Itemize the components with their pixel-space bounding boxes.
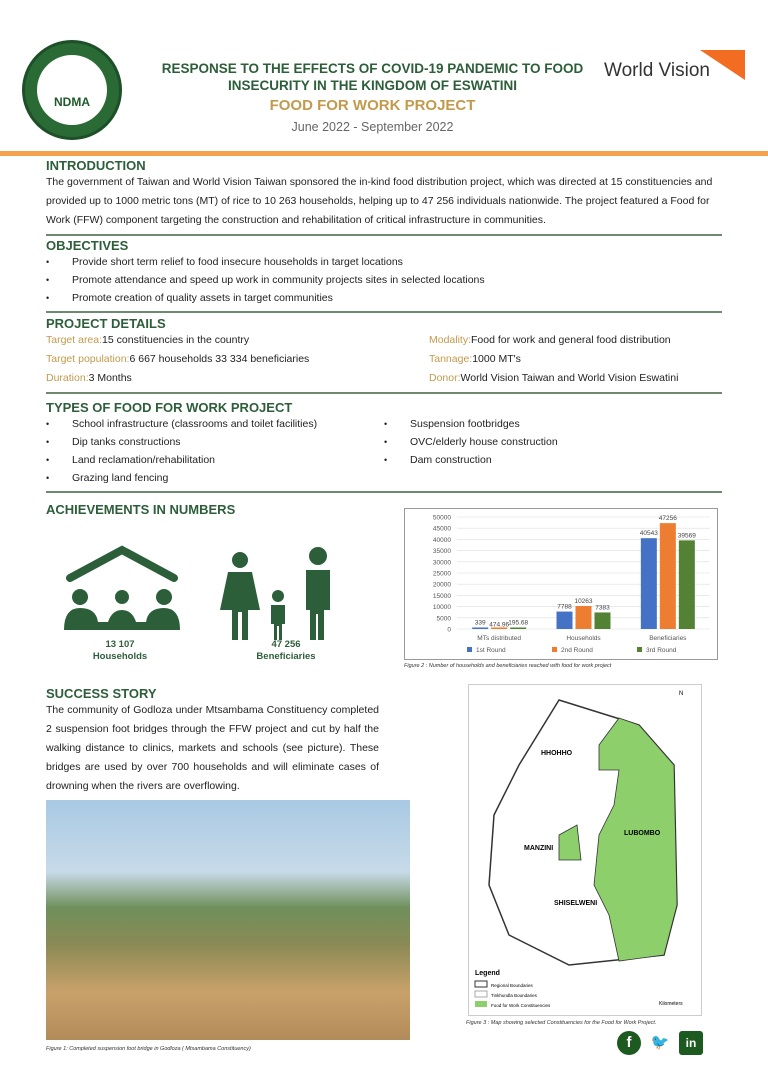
ndma-logo <box>22 40 122 140</box>
ndma-logo-text: NDMA <box>54 95 90 109</box>
project-details-heading: PROJECT DETAILS <box>46 316 166 331</box>
achievements-section <box>46 502 235 517</box>
data-label: 40543 <box>639 530 658 538</box>
y-tick-label: 50000 <box>432 514 451 522</box>
legend-label: 3rd Round <box>646 647 677 654</box>
data-label: 39569 <box>677 532 696 540</box>
region-label: MANZINI <box>524 845 554 852</box>
objective-item: • Promote creation of quality assets in target communities <box>46 289 722 307</box>
detail-label: Tannage: <box>429 353 473 365</box>
region-label: LUBOMBO <box>624 830 661 837</box>
beneficiaries-value: 47 256 <box>271 639 301 650</box>
divider <box>46 491 722 493</box>
bar <box>641 538 657 629</box>
linkedin-icon[interactable]: in <box>679 1031 703 1055</box>
type-item: • Grazing land fencing <box>46 469 384 487</box>
bar <box>472 628 488 630</box>
detail-row <box>46 331 429 350</box>
divider <box>46 392 722 394</box>
achievements-heading: ACHIEVEMENTS IN NUMBERS <box>46 502 236 517</box>
types-heading: TYPES OF FOOD FOR WORK PROJECT <box>46 400 293 415</box>
bar <box>576 606 592 629</box>
detail-row <box>46 350 429 369</box>
introduction-section <box>46 158 722 236</box>
region-label: HHOHHO <box>541 750 573 757</box>
success-section <box>46 686 379 796</box>
legend-swatch <box>467 647 472 652</box>
type-item: • Suspension footbridges <box>384 415 558 433</box>
data-label: 339 <box>474 619 486 627</box>
legend-item: Regional Boundaries <box>491 983 533 988</box>
divider <box>46 311 722 313</box>
family-icon <box>220 547 330 640</box>
detail-row <box>429 369 678 388</box>
households-stat <box>70 639 170 663</box>
beneficiaries-stat <box>236 639 336 663</box>
legend-label: 1st Round <box>476 647 506 654</box>
bridge-photo <box>46 800 410 1040</box>
success-heading: SUCCESS STORY <box>46 686 157 701</box>
compass-n: N <box>679 691 684 697</box>
header <box>0 0 768 152</box>
detail-row <box>46 369 429 388</box>
detail-value: 6 667 households 33 334 beneficiaries <box>129 353 310 365</box>
detail-row <box>429 331 678 350</box>
x-tick-label: MTs distributed <box>477 635 522 642</box>
detail-label: Target population: <box>46 353 130 365</box>
type-item: • School infrastructure (classrooms and toilet facilities) <box>46 415 384 433</box>
households-icon <box>60 540 360 640</box>
type-item: • Dip tanks constructions <box>46 433 384 451</box>
type-item: • Land reclamation/rehabilitation <box>46 451 384 469</box>
legend-swatch <box>637 647 642 652</box>
bar <box>679 540 695 629</box>
twitter-icon[interactable]: 🐦 <box>650 1034 670 1051</box>
title-line-2: INSECURITY IN THE KINGDOM OF ESWATINI <box>227 78 517 93</box>
objectives-section <box>46 238 722 313</box>
world-vision-logo: World Vision <box>604 60 710 81</box>
data-label: 10263 <box>574 598 593 606</box>
header-divider <box>0 151 768 156</box>
y-tick-label: 0 <box>447 626 451 634</box>
subtitle: FOOD FOR WORK PROJECT <box>269 97 476 114</box>
y-tick-label: 30000 <box>432 559 451 567</box>
bar <box>510 628 526 630</box>
detail-label: Donor: <box>429 372 461 384</box>
legend-swatch <box>552 647 557 652</box>
data-label: 7383 <box>595 604 610 612</box>
detail-label: Duration: <box>46 372 89 384</box>
legend-label: 2nd Round <box>561 647 593 654</box>
y-tick-label: 5000 <box>436 615 451 623</box>
households-value: 13 107 <box>105 639 135 650</box>
households-label: Households <box>92 651 148 662</box>
detail-label: Target area: <box>46 334 103 346</box>
y-tick-label: 45000 <box>432 525 451 533</box>
detail-value: Food for work and general food distribution <box>471 334 671 346</box>
title-block <box>145 60 600 134</box>
legend-item: Food for Work Constituencies <box>491 1003 551 1008</box>
type-item: • OVC/elderly house construction <box>384 433 558 451</box>
objectives-heading: OBJECTIVES <box>46 238 129 253</box>
map-caption: Figure 3 : Map showing selected Constituencies for the Food for Work Project. <box>466 1020 657 1026</box>
y-tick-label: 15000 <box>432 592 451 600</box>
photo-caption: Figure 1: Completed suspension foot bridge in Godloza ( Mtsambama Constituency) <box>46 1046 251 1052</box>
region-label: SHISELWENI <box>554 900 598 907</box>
eswatini-map <box>468 684 702 1016</box>
detail-value: 1000 MT's <box>472 353 521 365</box>
legend-item: Tinkhundla Boundaries <box>491 993 537 998</box>
map-legend-title: Legend <box>475 970 500 977</box>
detail-value: 15 constituencies in the country <box>102 334 250 346</box>
scale-unit: Kilometers <box>659 1001 683 1007</box>
detail-row <box>429 350 678 369</box>
title-line-1: RESPONSE TO THE EFFECTS OF COVID-19 PANDEMIC TO FOOD <box>161 61 584 76</box>
success-text: The community of Godloza under Mtsambama Constituency completed 2 suspension foot bridges through the FFW project and cut by half the walking distance to clinics, markets and schools (see picture). These bridges are used by over 700 households and will eliminate cases of drowning when the rivers are overflowing. <box>46 704 379 792</box>
map-svg <box>469 685 701 1015</box>
bar <box>557 612 573 629</box>
y-tick-label: 20000 <box>432 581 451 589</box>
data-label: 195.68 <box>508 619 529 627</box>
facebook-icon[interactable]: f <box>617 1031 641 1055</box>
objective-item: • Provide short term relief to food insecure households in target locations <box>46 253 722 271</box>
x-tick-label: Beneficiaries <box>649 635 687 642</box>
x-tick-label: Households <box>566 635 601 642</box>
introduction-heading: INTRODUCTION <box>46 158 146 173</box>
data-label: 7788 <box>557 603 572 611</box>
y-tick-label: 25000 <box>432 570 451 578</box>
types-section <box>46 400 722 493</box>
project-details-section <box>46 316 722 394</box>
data-label: 474.96 <box>489 621 510 629</box>
detail-value: World Vision Taiwan and World Vision Eswatini <box>460 372 679 384</box>
beneficiaries-label: Beneficiaries <box>256 651 316 662</box>
y-tick-label: 10000 <box>432 604 451 612</box>
type-item: • Dam construction <box>384 451 558 469</box>
objective-item: • Promote attendance and speed up work in community projects sites in selected locations <box>46 271 722 289</box>
bar <box>660 523 676 629</box>
bar-chart <box>405 509 717 659</box>
y-tick-label: 40000 <box>432 536 451 544</box>
divider <box>46 234 722 236</box>
bar <box>595 612 611 629</box>
detail-label: Modality: <box>429 334 472 346</box>
y-tick-label: 35000 <box>432 548 451 556</box>
chart-caption: Figure 2 : Number of households and beneficiaries reached with food for work project <box>404 663 612 669</box>
data-label: 47256 <box>658 515 677 523</box>
achievements-chart <box>404 508 718 660</box>
detail-value: 3 Months <box>88 372 132 384</box>
introduction-text: The government of Taiwan and World Vision Taiwan sponsored the in-kind food distribution project, which was directed at 15 constituencies and provided up to 1000 metric tons (MT) of rice to 10 263 households, helping up to 47 256 individuals nationwide. The project featured a Food for Work (FFW) component targeting the construction and rehabilitation of critical infrastructure in communities. <box>46 176 713 226</box>
date-range: June 2022 - September 2022 <box>291 120 454 134</box>
